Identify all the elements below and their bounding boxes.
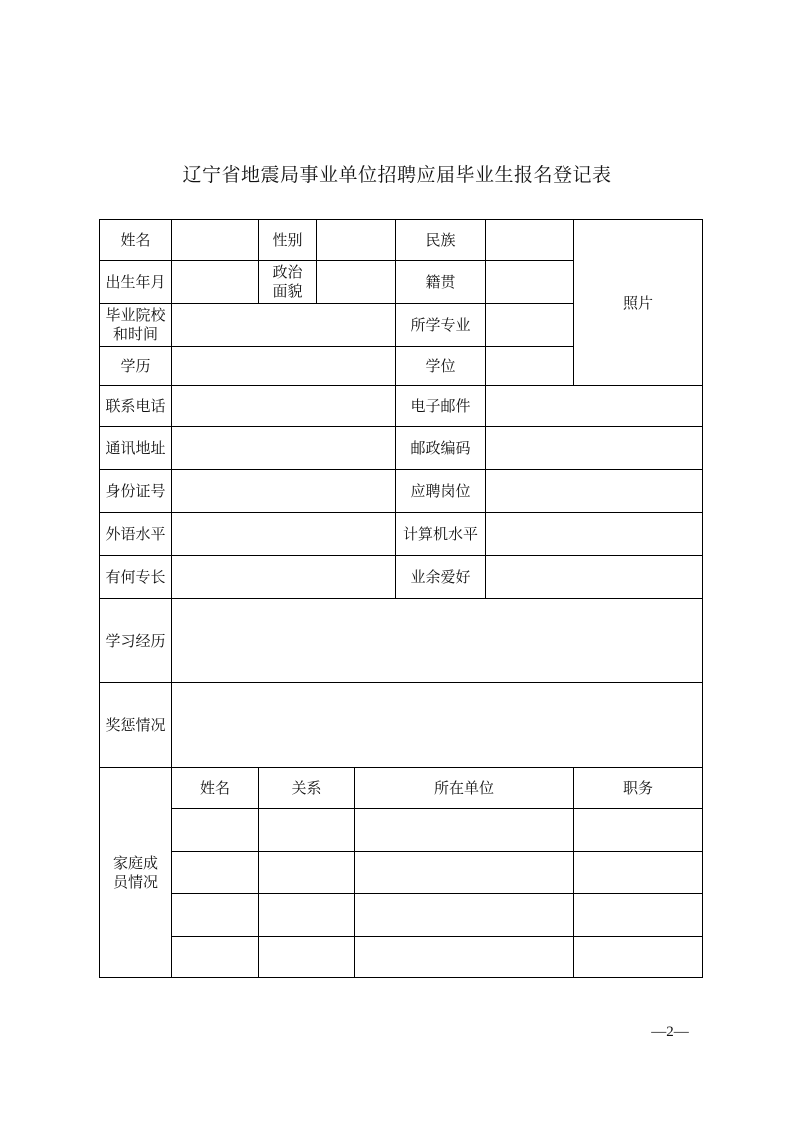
family-header-name: 姓名 (172, 768, 259, 809)
label-position: 应聘岗位 (396, 470, 486, 513)
label-hobby: 业余爱好 (396, 556, 486, 599)
label-political-line1: 政治 (272, 263, 303, 281)
input-phone[interactable] (172, 386, 396, 427)
input-position[interactable] (486, 470, 703, 513)
family-cell-relation[interactable] (259, 809, 355, 852)
family-cell-employer[interactable] (355, 852, 574, 894)
label-name: 姓名 (100, 220, 172, 261)
label-phone: 联系电话 (100, 386, 172, 427)
input-id-number[interactable] (172, 470, 396, 513)
label-study-history: 学习经历 (100, 599, 172, 683)
family-header-title: 职务 (574, 768, 703, 809)
registration-form (99, 219, 703, 978)
input-specialty[interactable] (172, 556, 396, 599)
family-cell-employer[interactable] (355, 894, 574, 937)
label-birth: 出生年月 (100, 261, 172, 304)
family-cell-name[interactable] (172, 852, 259, 894)
label-id-number: 身份证号 (100, 470, 172, 513)
label-rewards: 奖惩情况 (100, 683, 172, 768)
family-cell-title[interactable] (574, 937, 703, 978)
label-computer: 计算机水平 (396, 513, 486, 556)
label-address: 通讯地址 (100, 427, 172, 470)
family-cell-employer[interactable] (355, 937, 574, 978)
input-school[interactable] (172, 304, 396, 347)
label-education: 学历 (100, 347, 172, 386)
input-native-place[interactable] (486, 261, 574, 304)
page-number: —2— (651, 1024, 689, 1040)
input-foreign-language[interactable] (172, 513, 396, 556)
family-cell-employer[interactable] (355, 809, 574, 852)
label-political (259, 261, 317, 304)
input-degree[interactable] (486, 347, 574, 386)
family-cell-relation[interactable] (259, 937, 355, 978)
label-family-line1: 家庭成 (112, 853, 158, 872)
input-study-history[interactable] (172, 599, 703, 683)
family-row (100, 809, 703, 852)
input-rewards[interactable] (172, 683, 703, 768)
family-cell-name[interactable] (172, 809, 259, 852)
label-specialty: 有何专长 (100, 556, 172, 599)
input-name[interactable] (172, 220, 259, 261)
input-ethnicity[interactable] (486, 220, 574, 261)
input-education[interactable] (172, 347, 396, 386)
label-native-place: 籍贯 (396, 261, 486, 304)
family-cell-title[interactable] (574, 894, 703, 937)
label-major: 所学专业 (396, 304, 486, 347)
input-major[interactable] (486, 304, 574, 347)
label-gender: 性别 (259, 220, 317, 261)
label-email: 电子邮件 (396, 386, 486, 427)
label-political-line2: 面貌 (272, 282, 303, 300)
label-school-line1: 毕业院校 (105, 306, 166, 324)
family-row (100, 937, 703, 978)
label-family (100, 768, 172, 978)
input-gender[interactable] (317, 220, 396, 261)
input-birth[interactable] (172, 261, 259, 304)
family-header-employer: 所在单位 (355, 768, 574, 809)
input-hobby[interactable] (486, 556, 703, 599)
family-row (100, 852, 703, 894)
label-postcode: 邮政编码 (396, 427, 486, 470)
label-family-line2: 员情况 (112, 872, 158, 891)
label-school-line2: 和时间 (112, 325, 158, 343)
label-degree: 学位 (396, 347, 486, 386)
family-row (100, 894, 703, 937)
input-address[interactable] (172, 427, 396, 470)
input-political[interactable] (317, 261, 396, 304)
family-cell-name[interactable] (172, 894, 259, 937)
input-email[interactable] (486, 386, 703, 427)
input-postcode[interactable] (486, 427, 703, 470)
family-cell-relation[interactable] (259, 852, 355, 894)
family-cell-title[interactable] (574, 809, 703, 852)
input-computer[interactable] (486, 513, 703, 556)
label-school (100, 304, 172, 347)
family-cell-name[interactable] (172, 937, 259, 978)
family-cell-title[interactable] (574, 852, 703, 894)
label-ethnicity: 民族 (396, 220, 486, 261)
family-header-relation: 关系 (259, 768, 355, 809)
family-cell-relation[interactable] (259, 894, 355, 937)
form-title: 辽宁省地震局事业单位招聘应届毕业生报名登记表 (182, 164, 612, 186)
photo-cell[interactable]: 照片 (574, 220, 703, 386)
label-foreign-language: 外语水平 (100, 513, 172, 556)
